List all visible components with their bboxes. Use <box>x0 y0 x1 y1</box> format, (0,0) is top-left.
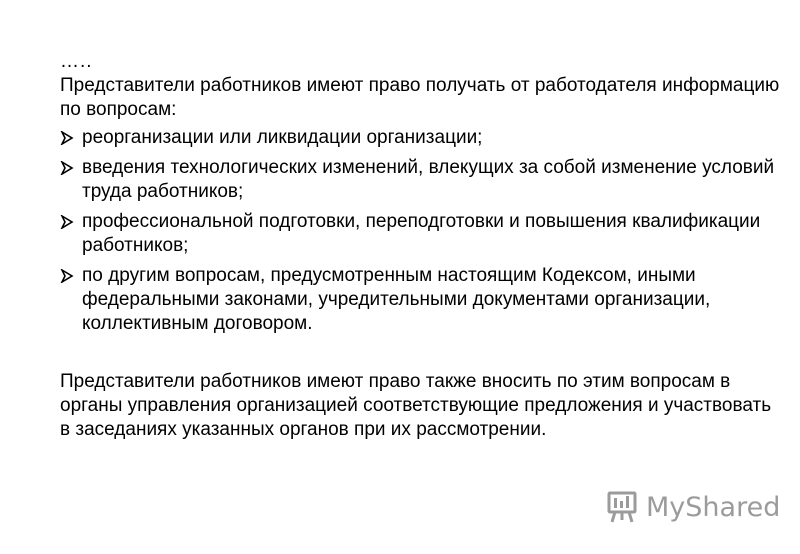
presentation-board-icon <box>606 490 642 524</box>
arrow-bullet-icon <box>60 264 78 288</box>
bullet-text: профессиональной подготовки, переподготовки и повышения квалификации работников; <box>82 211 761 256</box>
arrow-bullet-icon <box>60 210 78 234</box>
bullet-text: реорганизации или ликвидации организации; <box>82 127 483 148</box>
slide-body <box>60 50 780 342</box>
bullet-item <box>60 156 780 204</box>
bullet-text: по другим вопросам, предусмотренным настоящим Кодексом, иными федеральными законами, учредительными документами организации, коллективным договором. <box>82 265 711 334</box>
intro-paragraph: Представители работников имеют право получать от работодателя информацию по вопросам: <box>60 75 780 120</box>
closing-paragraph: Представители работников имеют право также вносить по этим вопросам в органы управления организацией соответствующие предложения и участвовать в заседаниях указанных органов при их рассмотрении. <box>60 371 772 440</box>
arrow-bullet-icon <box>60 156 78 180</box>
myshared-watermark[interactable] <box>606 490 780 524</box>
bullet-item <box>60 210 780 258</box>
bullet-item <box>60 126 780 150</box>
bullet-text: введения технологических изменений, влекущих за собой изменение условий труда работников; <box>82 157 775 202</box>
bullet-item <box>60 264 780 336</box>
arrow-bullet-icon <box>60 126 78 150</box>
ellipsis-marker: ….. <box>60 51 93 72</box>
brand-name: MyShared <box>646 491 781 523</box>
bullet-list <box>60 126 780 336</box>
